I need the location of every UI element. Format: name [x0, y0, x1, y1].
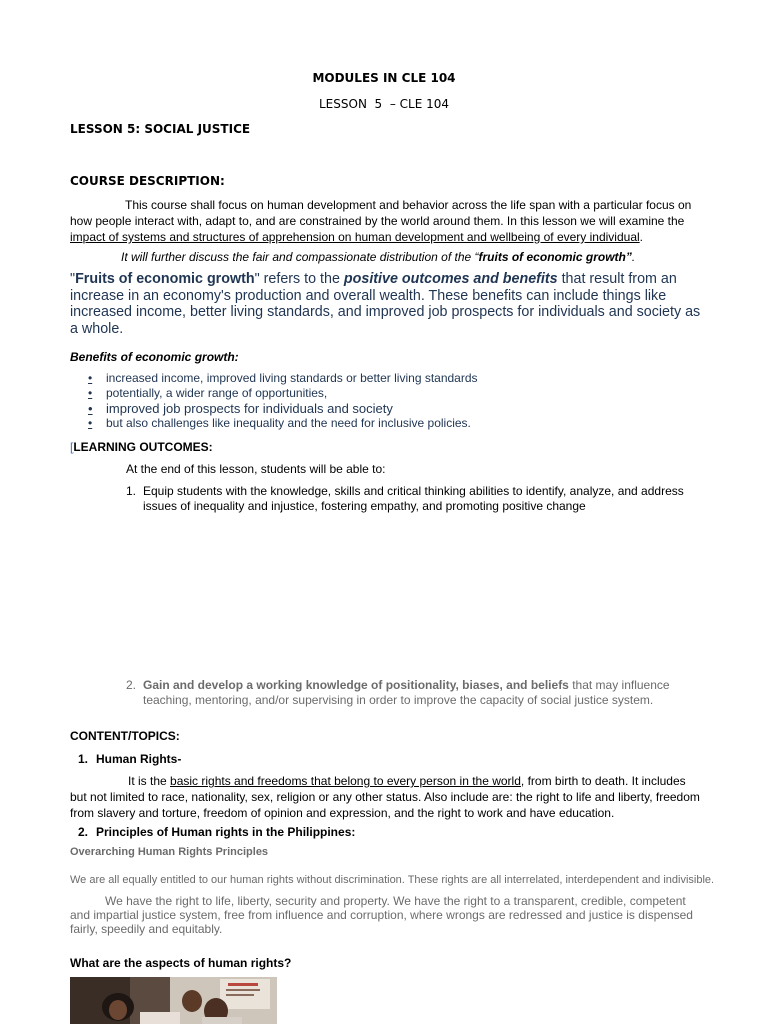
page-title: MODULES IN CLE 104	[312, 71, 456, 85]
topic-2-title: Principles of Human rights in the Philippines:	[96, 825, 356, 839]
learning-outcomes-heading: [LEARNING OUTCOMES:	[70, 440, 213, 454]
list-item: • potentially, a wider range of opportunities,	[88, 386, 328, 400]
bullet-icon: •	[88, 386, 93, 400]
fruits-paragraph: "Fruits of economic growth" refers to the positive outcomes and benefits that result from an increase in an economy's production and overall wealth. These benefits can include things like increased income, better living standards, and improved job prospects for individuals and society as a whole.	[70, 271, 701, 337]
bullet-icon: •	[88, 371, 93, 385]
list-item: • improved job prospects for individuals and society	[88, 401, 393, 416]
topic-1-paragraph: It is the basic rights and freedoms that belong to every person in the world, from birth to death. It includes but not limited to race, nationality, sex, religion or any other status. Also include are: the right to life and liberty, freedom from slavery and torture, freedom of opinion and expression, and the right to work and have education.	[70, 774, 700, 820]
bullet-icon: •	[88, 401, 93, 416]
content-heading: CONTENT/TOPICS:	[70, 729, 180, 743]
outcome-2-text: Gain and develop a working knowledge of positionality, biases, and beliefs that may influence teaching, mentoring, and/or supervising in order to improve the capacity of social justice system.	[143, 678, 670, 707]
list-item: • increased income, improved living standards or better living standards	[88, 371, 478, 385]
benefits-heading: Benefits of economic growth:	[70, 350, 239, 364]
outcome-1-number: 1.	[126, 484, 137, 498]
course-description-heading: COURSE DESCRIPTION:	[70, 174, 225, 188]
underlined-phrase: basic rights and freedoms that belong to every person in the world	[170, 774, 521, 788]
topic-2-number: 2.	[78, 825, 89, 839]
list-item: • but also challenges like inequality and the need for inclusive policies.	[88, 416, 471, 430]
outcome-2-number: 2.	[126, 678, 137, 692]
rights-paragraph: We have the right to life, liberty, security and property. We have the right to a transparent, credible, competent and impartial justice system, free from influence and corruption, where wrongs are redressed and justice is dispensed fairly, speedily and equitably.	[70, 894, 693, 936]
bullet-icon: •	[88, 416, 93, 430]
italic-note: It will further discuss the fair and compassionate distribution of the “fruits of economic growth”.	[121, 250, 636, 264]
underlined-phrase: impact of systems and structures of apprehension on human development and wellbeing of every individual	[70, 230, 640, 244]
photo-illustration	[70, 977, 277, 1024]
aspects-heading: What are the aspects of human rights?	[70, 956, 292, 970]
bookmark-marker: [	[70, 440, 74, 454]
page-subtitle: LESSON 5 – CLE 104	[319, 97, 449, 111]
overarching-line: We are all equally entitled to our human rights without discrimination. These rights are all interrelated, interdependent and indivisible.	[70, 874, 715, 886]
topic-1-number: 1.	[78, 752, 89, 766]
topic-1-title: Human Rights-	[96, 752, 182, 766]
learning-outcomes-intro: At the end of this lesson, students will be able to:	[126, 462, 386, 476]
people-photo	[70, 977, 277, 1024]
outcome-1-text: Equip students with the knowledge, skills and critical thinking abilities to identify, analyze, and address issues of inequality and injustice, fostering empathy, and promoting positive change	[143, 484, 684, 513]
course-description-paragraph: This course shall focus on human development and behavior across the life span with a particular focus on how people interact with, adapt to, and are constrained by the world around them. In this lesson we will examine the impact of systems and structures of apprehension on human development and wellbeing of every individual.	[70, 198, 692, 244]
overarching-heading: Overarching Human Rights Principles	[70, 846, 269, 858]
lesson-title: LESSON 5: SOCIAL JUSTICE	[70, 122, 251, 136]
